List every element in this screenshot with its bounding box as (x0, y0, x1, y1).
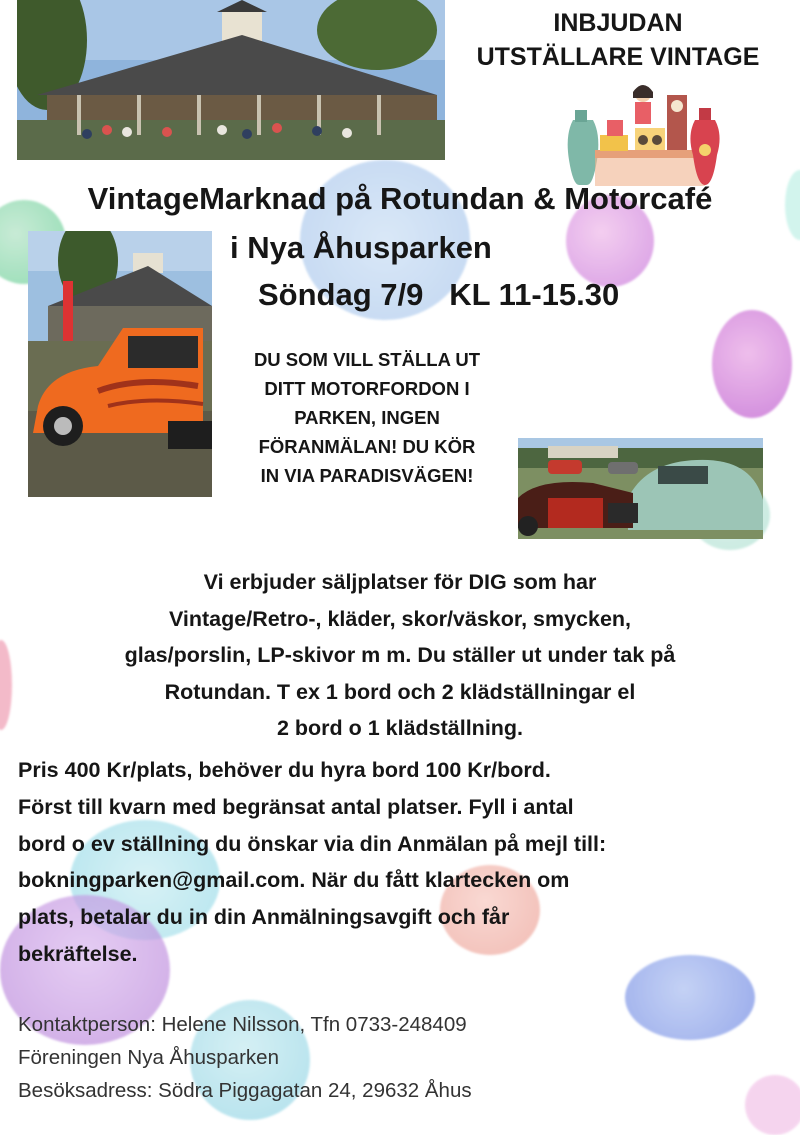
vintage-market-illustration (555, 80, 730, 190)
motor-note-line: PARKEN, INGEN (294, 407, 440, 428)
motor-note-line: FÖRANMÄLAN! DU KÖR (258, 436, 476, 457)
motor-vehicle-note (222, 345, 512, 490)
offer-line: Rotundan. T ex 1 bord och 2 klädställningar el (164, 679, 636, 704)
details-line: Först till kvarn med begränsat antal platser. Fyll i antal (18, 794, 574, 819)
hotrod-photo (28, 231, 212, 497)
offer-line: Vintage/Retro-, kläder, skor/väskor, smycken, (168, 606, 632, 631)
details-line: bokningparken@gmail.com. När du fått klartecken om (18, 868, 570, 893)
offer-paragraph (10, 564, 790, 747)
motor-note-line: IN VIA PARADISVÄGEN! (260, 465, 474, 486)
offer-line: glas/porslin, LP-skivor m m. Du ställer ut under tak på (124, 643, 676, 667)
details-line: Pris 400 Kr/plats, behöver du hyra bord 100 Kr/bord. (18, 758, 551, 782)
details-line: bekräftelse. (18, 941, 138, 966)
invite-line-1: INBJUDAN (553, 9, 683, 37)
motor-note-line: DITT MOTORFORDON I (264, 378, 470, 399)
details-line: plats, betalar du in din Anmälningsavgift och får (18, 905, 510, 930)
motor-note-line: DU SOM VILL STÄLLA UT (253, 349, 481, 370)
classic-cars-photo (518, 438, 763, 539)
contact-person: Kontaktperson: Helene Nilsson, Tfn 0733-248409 (18, 1013, 467, 1036)
event-location: i Nya Åhusparken (230, 230, 492, 265)
offer-line: Vi erbjuder säljplatser för DIG som har (203, 570, 597, 594)
contact-address: Besöksadress: Södra Piggagatan 24, 29632 Åhus (18, 1079, 472, 1102)
invite-line-2: UTSTÄLLARE VINTAGE (476, 43, 760, 71)
watercolor-blob (712, 310, 792, 418)
event-title: VintageMarknad på Rotundan & Motorcafé (87, 181, 713, 216)
offer-line: 2 bord o 1 klädställning. (276, 716, 524, 740)
details-paragraph (18, 752, 798, 973)
invite-heading (458, 6, 778, 74)
rotunda-photo (17, 0, 445, 160)
event-date-time: Söndag 7/9 KL 11-15.30 (258, 277, 620, 312)
details-line: bord o ev ställning du önskar via din Anmälan på mejl till: (18, 831, 607, 856)
contact-organization: Föreningen Nya Åhusparken (18, 1046, 279, 1069)
contact-info (18, 1008, 798, 1107)
